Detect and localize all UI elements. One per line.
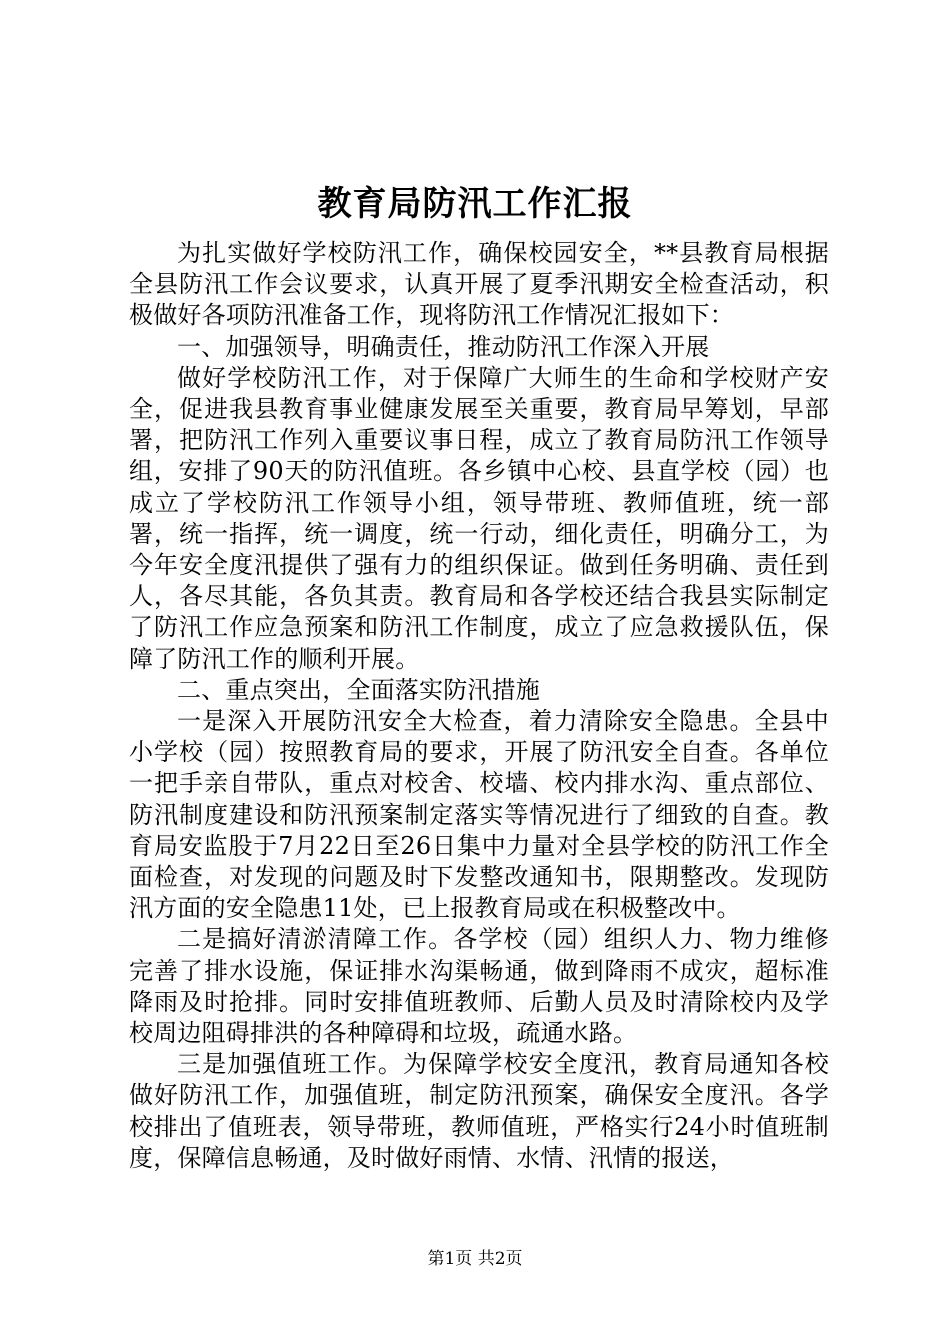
measure-1-paragraph: 一是深入开展防汛安全大检查，着力清除安全隐患。全县中小学校（园）按照教育局的要求，开展了防汛安全自查。各单位一把手亲自带队，重点对校舍、校墙、校内排水沟、重点部位、防汛制度建设和防汛预案制定落实等情况进行了细致的自查。教育局安监股于7月22日至26日集中力量对全县学校的防汛工作全面检查，对发现的问题及时下发整改通知书，限期整改。发现防汛方面的安全隐患11处，已上报教育局或在积极整改中。 xyxy=(129,707,829,923)
intro-paragraph: 为扎实做好学校防汛工作，确保校园安全，**县教育局根据全县防汛工作会议要求，认真开展了夏季汛期安全检查活动，积极做好各项防汛准备工作，现将防汛工作情况汇报如下： xyxy=(129,239,829,330)
document-body xyxy=(129,238,829,1174)
measure-2-paragraph: 二是搞好清淤清障工作。各学校（园）组织人力、物力维修完善了排水设施，保证排水沟渠畅通，做到降雨不成灾，超标准降雨及时抢排。同时安排值班教师、后勤人员及时清除校内及学校周边阻碍排洪的各种障碍和垃圾，疏通水路。 xyxy=(129,925,829,1048)
page-footer: 第1页 共2页 xyxy=(427,1249,523,1269)
section-1-paragraph: 做好学校防汛工作，对于保障广大师生的生命和学校财产安全，促进我县教育事业健康发展至关重要，教育局早筹划，早部署，把防汛工作列入重要议事日程，成立了教育局防汛工作领导组，安排了90天的防汛值班。各乡镇中心校、县直学校（园）也成立了学校防汛工作领导小组，领导带班、教师值班，统一部署，统一指挥，统一调度，统一行动，细化责任，明确分工，为今年安全度汛提供了强有力的组织保证。做到任务明确、责任到人，各尽其能，各负其责。教育局和各学校还结合我县实际制定了防汛工作应急预案和防汛工作制度，成立了应急救援队伍，保障了防汛工作的顺利开展。 xyxy=(129,363,829,673)
section-heading-2: 二、重点突出，全面落实防汛措施 xyxy=(177,675,540,704)
document-title: 教育局防汛工作汇报 xyxy=(317,184,633,224)
section-heading-1: 一、加强领导，明确责任，推动防汛工作深入开展 xyxy=(177,332,710,361)
measure-3-paragraph: 三是加强值班工作。为保障学校安全度汛，教育局通知各校做好防汛工作，加强值班，制定防汛预案，确保安全度汛。各学校排出了值班表，领导带班，教师值班，严格实行24小时值班制度，保障信息畅通，及时做好雨情、水情、汛情的报送， xyxy=(129,1050,829,1172)
